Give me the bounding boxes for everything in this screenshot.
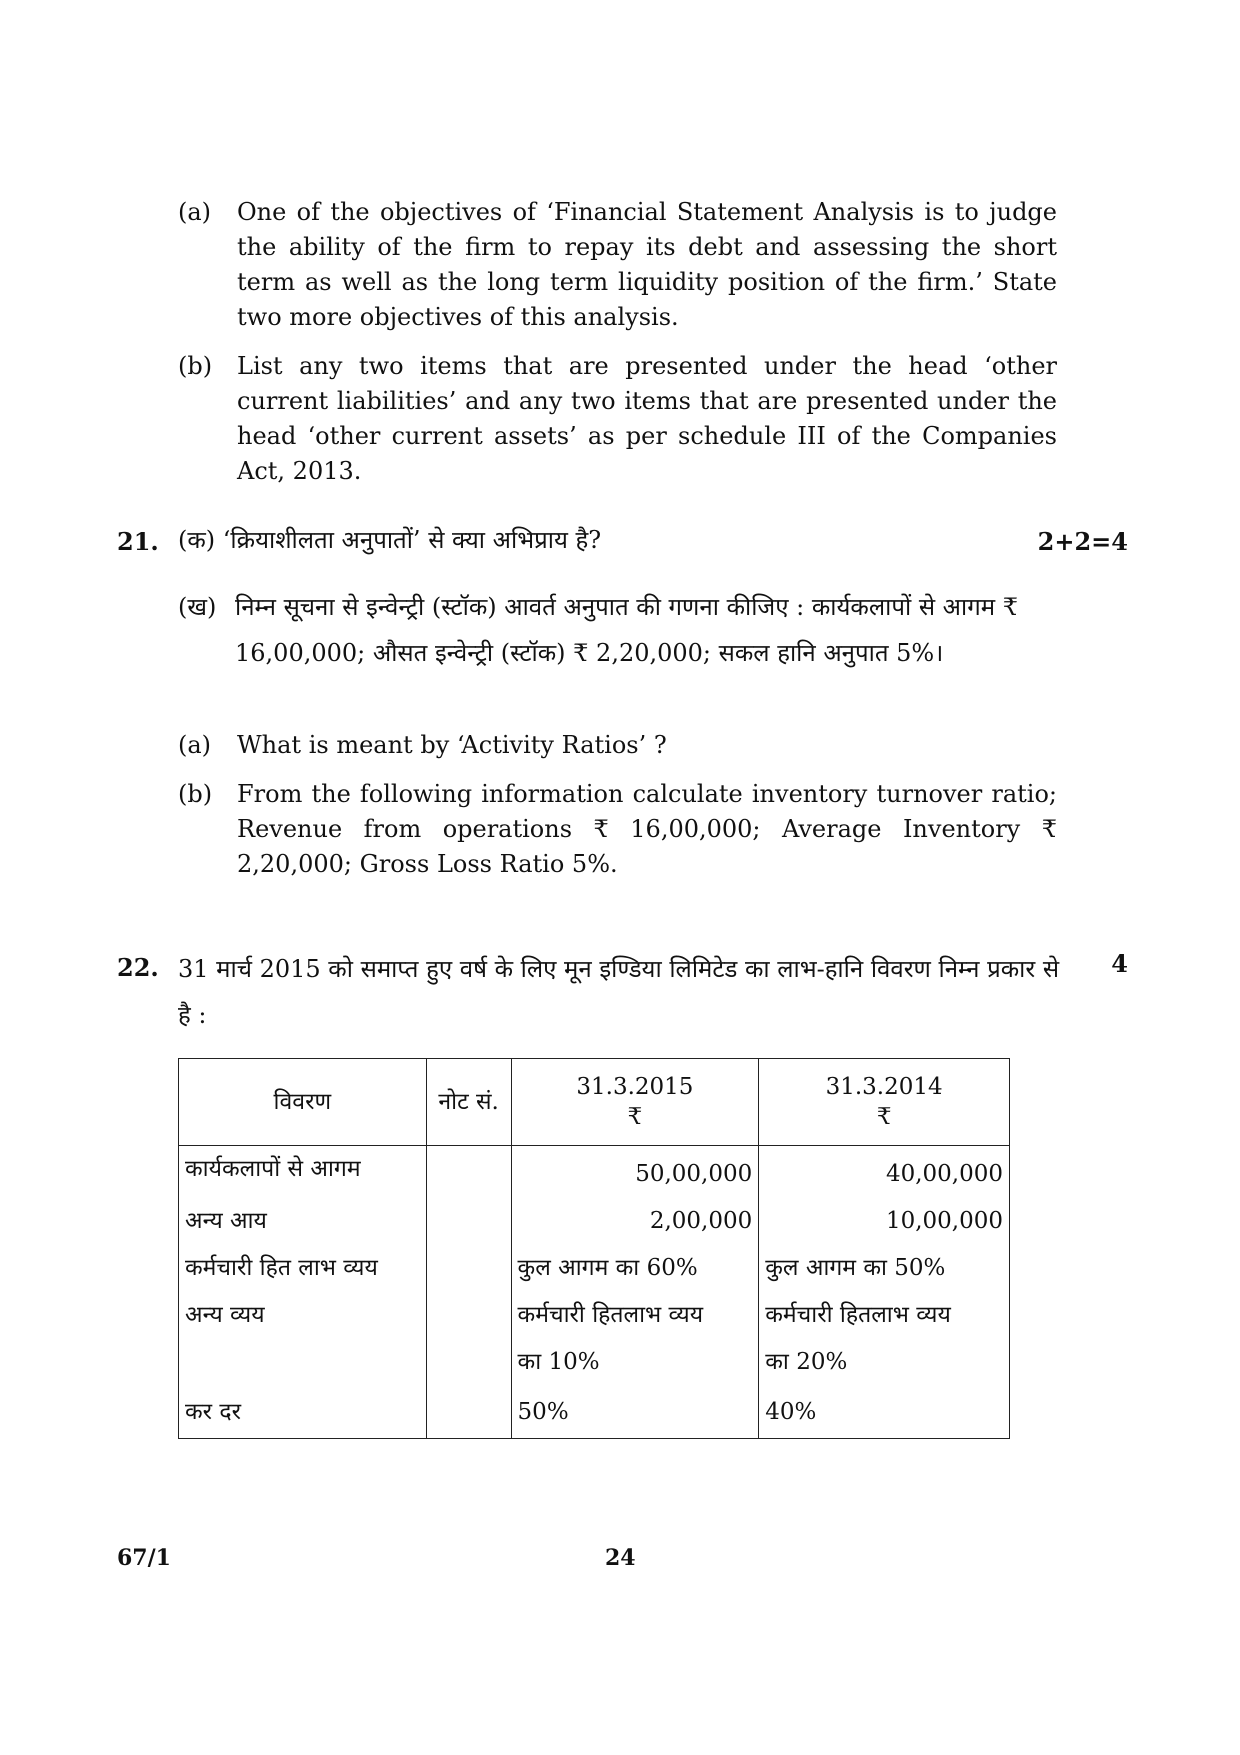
q21-hindi-a-text: (क) ‘क्रियाशीलता अनुपातों’ से क्या अभिप्राय है? (178, 526, 602, 554)
cell-particulars: कर्मचारी हित लाभ व्यय (179, 1245, 427, 1292)
cell-particulars: अन्य व्यय (179, 1292, 427, 1339)
table-row (179, 1146, 1010, 1199)
cell-2014: कुल आगम का 50% (759, 1245, 1010, 1292)
q21-part-b (178, 777, 1058, 882)
q21-a-label: (a) (178, 731, 212, 759)
cell-particulars: अन्य आय (179, 1198, 427, 1245)
table-header-row (179, 1059, 1010, 1146)
table-row (179, 1292, 1010, 1339)
cell-2015: का 10% (511, 1339, 759, 1386)
cell-2014: 10,00,000 (759, 1198, 1010, 1245)
q21-part-a (178, 728, 1058, 763)
table-row (179, 1386, 1010, 1439)
header-2014-currency: ₹ (876, 1104, 892, 1130)
q22-number: 22. (117, 953, 159, 982)
cell-2015: 50,00,000 (511, 1146, 759, 1199)
table-row (179, 1198, 1010, 1245)
q21-hindi-part-b (178, 584, 1058, 724)
cell-2014: 40% (759, 1386, 1010, 1439)
cell-2015: 50% (511, 1386, 759, 1439)
q21-b-text: From the following information calculate inventory turnover ratio; Revenue from operations ₹ 16,00,000; Average Inventory ₹ 2,20,000; Gross Loss Ratio 5%. (237, 780, 1057, 878)
cell-2015: कर्मचारी हितलाभ व्यय (511, 1292, 759, 1339)
profit-loss-statement-table (178, 1058, 1010, 1439)
header-2015 (511, 1059, 759, 1146)
cell-note (426, 1292, 511, 1339)
q20-b-text: List any two items that are presented under the head ‘other current liabilities’ and any two items that are presented under the head ‘other current assets’ as per schedule III of the Companies Act, 2013. (237, 352, 1057, 485)
cell-note (426, 1198, 511, 1245)
table-row (179, 1339, 1010, 1386)
q21-a-text: What is meant by ‘Activity Ratios’ ? (237, 731, 667, 759)
cell-particulars: कार्यकलापों से आगम (179, 1146, 427, 1199)
q20-b-label: (b) (178, 352, 213, 380)
header-2015-currency: ₹ (627, 1104, 643, 1130)
q20-a-label: (a) (178, 198, 212, 226)
header-note-no: नोट सं. (426, 1059, 511, 1146)
cell-note (426, 1339, 511, 1386)
header-2014-date: 31.3.2014 (825, 1074, 943, 1100)
header-particulars: विवरण (179, 1059, 427, 1146)
cell-2014: 40,00,000 (759, 1146, 1010, 1199)
q20-a-text: One of the objectives of ‘Financial Statement Analysis is to judge the ability of the firm to repay its debt and assessing the short term as well as the long term liquidity position of the firm.’ State two more objectives of this analysis. (237, 198, 1057, 331)
cell-2015: कुल आगम का 60% (511, 1245, 759, 1292)
q21-marks: 2+2=4 (1037, 527, 1128, 556)
q22-text: 31 मार्च 2015 को समाप्त हुए वर्ष के लिए मून इण्डिया लिमिटेड का लाभ-हानि विवरण निम्न प्रकार से है : (178, 955, 1060, 1029)
q20-part-a (178, 195, 1058, 335)
header-2015-date: 31.3.2015 (576, 1074, 694, 1100)
q21-hindi-part-a (178, 523, 1058, 558)
q21-number: 21. (117, 527, 159, 556)
table-row (179, 1245, 1010, 1292)
q22-marks: 4 (1111, 949, 1128, 978)
header-2014 (759, 1059, 1010, 1146)
cell-2014: का 20% (759, 1339, 1010, 1386)
q21-hindi-b-label: (ख) (178, 593, 217, 621)
q21-hindi-b-text: निम्न सूचना से इन्वेन्ट्री (स्टॉक) आवर्त अनुपात की गणना कीजिए : कार्यकलापों से आगम ₹ 16,00,000; औसत इन्वेन्ट्री (स्टॉक) ₹ 2,20,000; सकल हानि अनुपात 5%। (235, 593, 1018, 667)
cell-2014: कर्मचारी हितलाभ व्यय (759, 1292, 1010, 1339)
cell-particulars: कर दर (179, 1386, 427, 1439)
page-number: 24 (605, 1545, 636, 1571)
q21-b-label: (b) (178, 780, 213, 808)
q22-text-block (178, 946, 1078, 1038)
cell-particulars (179, 1339, 427, 1386)
cell-note (426, 1386, 511, 1439)
cell-note (426, 1146, 511, 1199)
cell-note (426, 1245, 511, 1292)
cell-2015: 2,00,000 (511, 1198, 759, 1245)
q20-part-b (178, 349, 1058, 485)
paper-code: 67/1 (117, 1545, 171, 1571)
